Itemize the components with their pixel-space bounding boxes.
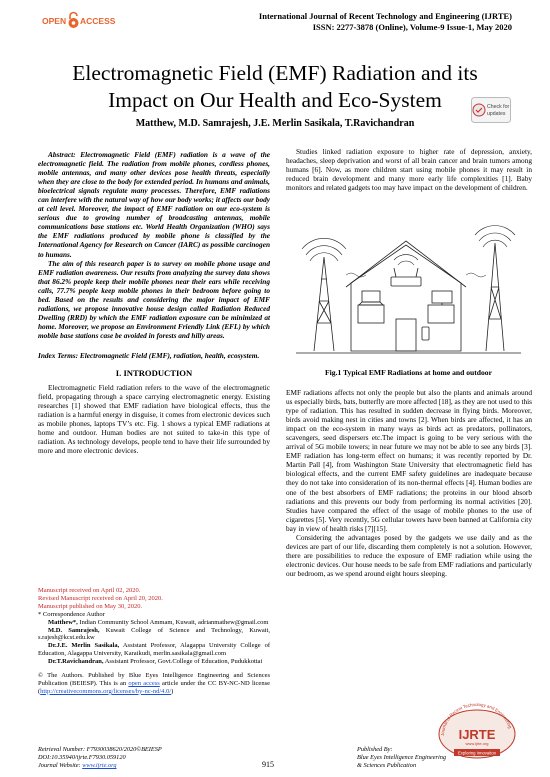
- author-list: Matthew, M.D. Samrajesh, J.E. Merlin Sasikala, T.Ravichandran: [135, 118, 415, 129]
- ijrte-website: www.ijrte.org: [465, 741, 489, 746]
- left-column: [38, 150, 270, 455]
- open-access-lock-icon: [69, 13, 79, 29]
- figure-caption: Fig.1 Typical EMF Radiations at home and outdoor: [325, 368, 492, 377]
- paper-title: [40, 60, 510, 114]
- index-terms: [38, 351, 270, 360]
- laptop-icon: [359, 291, 383, 305]
- published-by: Published By:: [357, 746, 393, 753]
- affiliation-4: Dr.T.Ravichandran, Assistant Professor, Govt.College of Education, Pudukkottai: [48, 658, 263, 666]
- open-access-logo: [42, 10, 128, 32]
- affiliation-3: Dr.J.E. Merlin Sasikala, Assistant Professor, Alagappa University College of Education, Alagappa University, Karaikudi, merlin.sasikala@gmail.com: [38, 642, 271, 658]
- manuscript-notes: [38, 587, 270, 696]
- license-notice: © The Authors. Published by Blue Eyes Intelligence Engineering and Sciences Publication (BEIESP). This is an open access article under the CC BY-NC-ND license (http://creativecommons.org/licenses/by-nc-nd/4.0/): [38, 672, 270, 695]
- abstract-label: Abstract:: [48, 150, 76, 159]
- television-icon: [432, 291, 452, 305]
- badge-line-1: Check for: [487, 104, 510, 110]
- publisher-line-2: & Sciences Publication: [357, 762, 417, 769]
- ijrte-abbreviation: IJRTE: [458, 727, 496, 742]
- wifi-router-icon: [391, 255, 421, 286]
- correspondence-label: * Correspondence Author: [38, 610, 105, 618]
- abstract-body: Electromagnetic Field (EMF) radiation is a wave of the electromagnetic field. The radiation from mobile phones, cordless phones, mobile antennas, and many other devices pose health threats, especially when they are close to the body for extended period. In humans and animals, bioelectrical signals regulate many processes. Therefore, EMF radiations can interfere with the natural way of how our body works; it affects our body at cell level. Moreover, the impact of EMF radiation on our eco-system is serious due to growing number of broadcasting antennas, mobile communications base stations etc. World Health Organization (WHO) says the EMF radiations produced by mobile phone is classified by the International Agency for Research on Cancer (IARC) as possible carcinogen to humans.: [38, 150, 270, 259]
- studies-paragraph: Studies linked radiation exposure to higher rate of depression, anxiety, headaches, sleep deprivation and worst of all brain cancer and brain tumors among humans [6]. Now, as more children start using mobile phones it may result in reduced brain development and many more early life complexities [1]. Baby monitors and related gadgets too may have impact on the development of children.: [286, 147, 532, 193]
- affiliation-1: Matthew*, Indian Community School Ammam, Kuwait, adrianmathew@gmail.com: [48, 618, 269, 626]
- retrieval-number: Retrieval Number: F7930038620/2020©BEIESP: [38, 746, 162, 753]
- introduction-paragraph: Electromagnetic Field radiation refers to the wave of the electromagnetic field, propagating through a space carrying electromagnetic energy. Existing researches [1] showed that EMF radiation have biological effects, thus the radiation is a harmful energy in disguise, it comes from electronic devices such as mobile phones, laptops TV’s etc. Fig. 1 shows a typical EMF radiations at home and outdoor. Human bodies are not suited to take-in this type of radiation. As technology develops, people tend to have their life surrounded by more and more electronic devices.: [38, 383, 270, 456]
- logo-word-access: ACCESS: [80, 16, 116, 26]
- publisher-line-1: Blue Eyes Intelligence Engineering: [357, 754, 446, 761]
- abstract-paragraph-2: The aim of this research paper is to survey on mobile phone usage and EMF radiation awareness. Our results from analyzing the survey data shows that 86.2% people keep their mobile phones near their ears while receiving calls, 77.7% people keep mobile phones in their bedroom before going to bed. Based on the results and considering the major impact of EMF radiations, we propose innovative house design called Radiation Reduced Dwelling (RRD) by which the EMF radiation exposure can be minimized at home. Moreover, we propose an Environment Friendly Link (EFL) by which mobile base stations case be avoided in forests and hilly areas.: [38, 258, 270, 340]
- logo-word-open: OPEN: [42, 16, 67, 26]
- figure-emf-radiations: [296, 215, 521, 362]
- gadgets-paragraph: Considering the advantages posed by the gadgets we use daily and as the devices are part of our life, discarding them completely is not a solution. However, there are possibilities to reduce the exposure of EMF radiation while using the electronic devices. Our house needs to be safe from EMF radiations and particularly our bedroom, as we spend around eight hours sleeping.: [286, 532, 532, 578]
- manuscript-published: Manuscript published on May 30, 2020.: [38, 602, 143, 610]
- footer-right: [357, 746, 446, 770]
- eco-system-paragraph: EMF radiations affects not only the people but also the plants and animals around us especially birds, bats, butterfly are more affected [18], as they are not used to this type of radiation. This has resulted in sudden decrease in flying birds. Moreover, birds avoid making nest in cities and towns [2]. When birds are affected, it has an impact on the eco-system in many ways as birds act as predators, pollinators, scavengers, seed dispersers etc.The impact is going to be very serious with the arrival of 5G mobile towers; in near future we may not be able to see any birds [3]. EMF radiation has long-term effect on humans; it was recently reported by Dr. Martin Pall [4], from Washington State University that electromagnetic field has biological effects, and the current EMF safety guidelines are inadequate because they do not take into consideration of its non-thermal effects [4]. Human bodies are one of the best absorbers of EMF radiations; the proteins in our blood absorb radiations and this prevents our body from performing its normal activities [20]. Studies have compared the effect of the usage of mobile phones to the use of cigarettes [5]. Very recently, 5G cellular towers have been banned at California city bay in view of health risks [7][15].: [286, 388, 532, 533]
- doi: DOI:10.35940/ijrte.F7930.059120: [38, 754, 126, 761]
- abstract: [38, 150, 270, 259]
- title-line-1: Electromagnetic Field (EMF) Radiation and its: [72, 61, 478, 85]
- mobile-phone-icon: [422, 327, 429, 340]
- journal-name: International Journal of Recent Technology and Engineering (IJRTE): [258, 11, 512, 21]
- title-line-2: Impact on Our Health and Eco-System: [108, 88, 442, 112]
- open-access-link[interactable]: open access: [128, 679, 160, 687]
- journal-issn: ISSN: 2277-3878 (Online), Volume-9 Issue-1, May 2020: [312, 22, 512, 32]
- journal-website-link[interactable]: www.ijrte.org: [82, 762, 117, 769]
- cell-tower-icon: [302, 238, 346, 351]
- right-column-body: [286, 388, 532, 578]
- manuscript-revised: Revised Manuscript received on April 20, 2020.: [38, 594, 163, 602]
- cc-license-link[interactable]: http://creativecommons.org/licenses/by-nc-nd/4.0/: [40, 687, 172, 695]
- footer-left: [38, 746, 162, 770]
- right-column-top: [286, 147, 532, 192]
- ijrte-strap: Exploring Innovation: [458, 750, 496, 756]
- index-terms-label: Index Terms:: [38, 350, 79, 360]
- index-terms-body: Electromagnetic Field (EMF), radiation, health, ecosystem.: [78, 350, 260, 360]
- introduction-heading: I. INTRODUCTION: [115, 368, 193, 379]
- page-number: 915: [262, 760, 274, 769]
- manuscript-received: Manuscript received on April 02, 2020.: [38, 587, 141, 594]
- badge-line-2: updates: [487, 111, 506, 117]
- affiliation-2: M.D. Samrajesh, Kuwait College of Science and Technology, Kuwait, s.rajesh@kcst.edu.kw: [38, 626, 270, 642]
- house-icon: [346, 241, 466, 351]
- ijrte-ring-text: Journal of Recent Technology and Engineering: [439, 701, 513, 737]
- journal-website: Journal Website: www.ijrte.org: [38, 762, 117, 769]
- cell-tower-icon: [475, 226, 515, 351]
